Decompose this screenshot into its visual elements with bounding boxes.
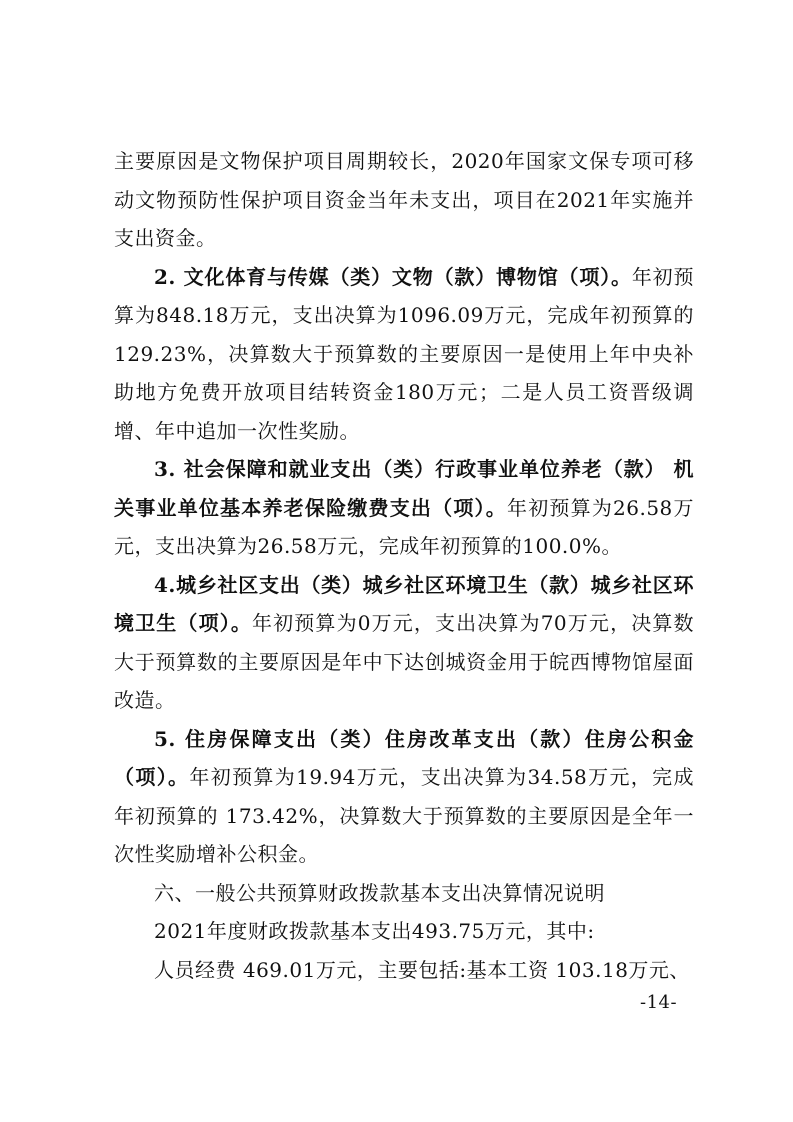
document-body: [114, 142, 694, 989]
paragraph-continuation: 主要原因是文物保护项目周期较长，2020年国家文保专项可移动文物预防性保护项目资金当年未支出，项目在2021年实施并支出资金。: [114, 149, 694, 250]
item-5-heading: 5. 住房保障支出（类）住房改革支出（款）住房公积金（项）。: [114, 726, 694, 789]
paragraph-item-5: [114, 720, 694, 874]
section-heading-six: 六、一般公共预算财政拨款基本支出决算情况说明: [154, 880, 605, 905]
paragraph-personnel-expense: 人员经费 469.01万元，主要包括:基本工资 103.18万元、: [154, 957, 690, 982]
paragraph-item-3: [114, 450, 694, 566]
item-5-text: 年初预算为19.94万元，支出决算为34.58万元，完成年初预算的 173.42%，决算数大于预算数的主要原因是全年一次性奖励增补公积金。: [114, 765, 694, 866]
item-3-text: 年初预算为26.58万元，支出决算为26.58万元，完成年初预算的100.0%。: [114, 495, 694, 558]
paragraph-basic-expenditure: 2021年度财政拨款基本支出493.75万元，其中:: [154, 919, 595, 943]
item-3-heading: 3. 社会保障和就业支出（类）行政事业单位养老（款） 机关事业单位基本养老保险缴费支出（项）。: [114, 457, 694, 520]
paragraph-item-4: [114, 566, 694, 720]
item-2-heading: 2. 文化体育与传媒（类）文物（款）博物馆（项）。: [154, 264, 632, 289]
page-number: -14-: [640, 992, 678, 1013]
item-2-text: 年初预算为848.18万元，支出决算为1096.09万元，完成年初预算的129.23%，决算数大于预算数的主要原因一是使用上年中央补助地方免费开放项目结转资金180万元；二是人员工资晋级调增、年中追加一次性奖励。: [114, 264, 695, 443]
item-4-text: 年初预算为0万元，支出决算为70万元，决算数大于预算数的主要原因是年中下达创城资金用于皖西博物馆屋面改造。: [114, 611, 694, 712]
item-4-heading: 4.城乡社区支出（类）城乡社区环境卫生（款）城乡社区环境卫生（项）。: [114, 572, 694, 635]
paragraph-item-2: [114, 258, 694, 451]
